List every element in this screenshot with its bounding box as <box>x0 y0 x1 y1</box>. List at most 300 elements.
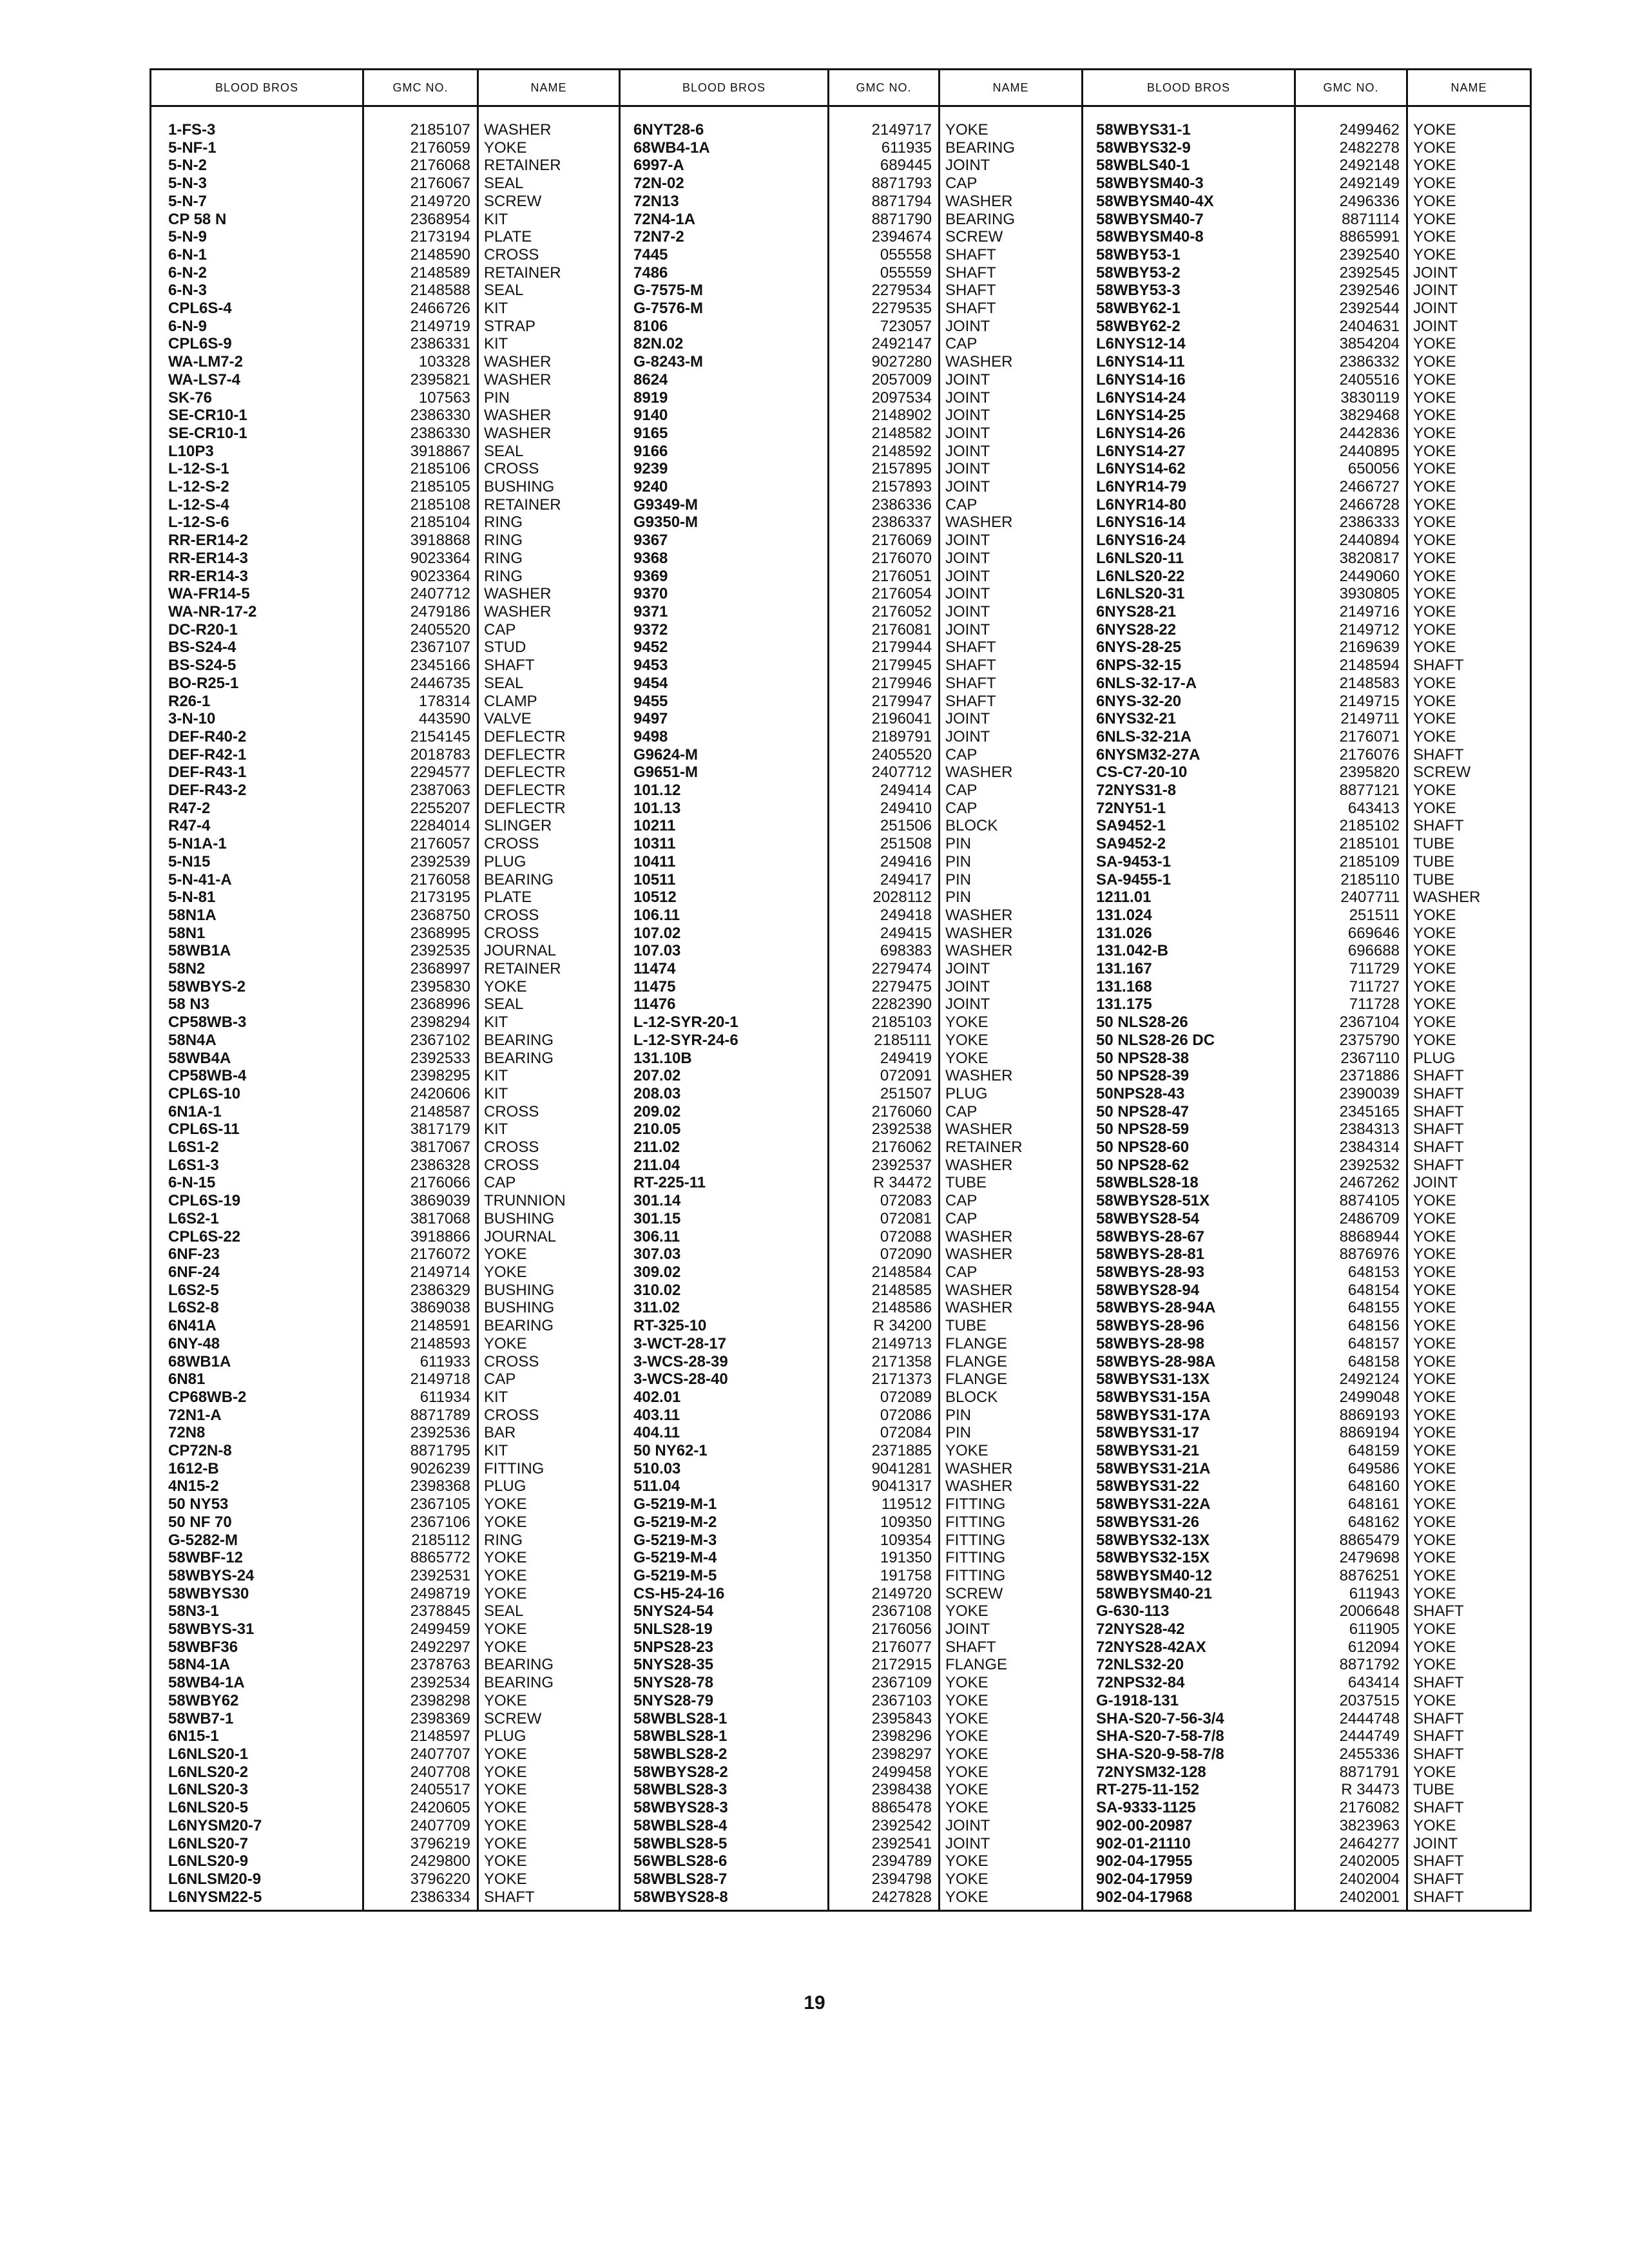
gmc-no-cell: 2392539 <box>363 853 478 871</box>
gmc-no-cell: 648160 <box>1295 1477 1407 1495</box>
page-number: 19 <box>804 1992 825 2013</box>
blood-bros-cell: 9370 <box>620 585 829 603</box>
table-row <box>151 425 1531 443</box>
table-row <box>151 1282 1531 1300</box>
name-cell: YOKE <box>940 1674 1083 1692</box>
gmc-no-cell: 2386330 <box>363 407 478 425</box>
table-row <box>151 1067 1531 1085</box>
name-cell: JOINT <box>940 1817 1083 1835</box>
name-cell: YOKE <box>478 1245 620 1264</box>
blood-bros-cell: L6NYS14-26 <box>1083 425 1295 443</box>
blood-bros-cell: CPL6S-22 <box>151 1228 363 1246</box>
table-row <box>151 1745 1531 1763</box>
gmc-no-cell: 3869038 <box>363 1299 478 1317</box>
name-cell: DEFLECTR <box>478 782 620 800</box>
name-cell: WASHER <box>940 942 1083 960</box>
name-cell: RING <box>478 532 620 550</box>
name-cell: PLATE <box>478 228 620 246</box>
gmc-no-cell: 2148589 <box>363 264 478 282</box>
gmc-no-cell: 2345165 <box>1295 1103 1407 1121</box>
blood-bros-cell: L6S2-5 <box>151 1282 363 1300</box>
gmc-no-cell: 2392544 <box>1295 300 1407 318</box>
blood-bros-cell: 6N1A-1 <box>151 1103 363 1121</box>
gmc-no-cell: 669646 <box>1295 925 1407 943</box>
blood-bros-cell: 9453 <box>620 657 829 675</box>
gmc-no-cell: 8871114 <box>1295 211 1407 229</box>
blood-bros-cell: 58WBYS32-9 <box>1083 139 1295 157</box>
name-cell: JOINT <box>940 1620 1083 1639</box>
blood-bros-cell: 5-N-9 <box>151 228 363 246</box>
name-cell: RING <box>478 568 620 586</box>
gmc-no-cell: 2449060 <box>1295 568 1407 586</box>
name-cell: JOURNAL <box>478 942 620 960</box>
blood-bros-cell: 131.167 <box>1083 960 1295 978</box>
name-cell: JOINT <box>940 995 1083 1014</box>
name-cell: YOKE <box>1407 1763 1531 1782</box>
gmc-no-cell: 2407708 <box>363 1763 478 1782</box>
table-row <box>151 853 1531 871</box>
blood-bros-cell: 58WBYS28-51X <box>1083 1192 1295 1210</box>
blood-bros-cell: 72N13 <box>620 193 829 211</box>
name-cell: YOKE <box>478 1781 620 1799</box>
table-row <box>151 389 1531 407</box>
blood-bros-cell: 9498 <box>620 728 829 746</box>
gmc-no-cell: 2407712 <box>363 585 478 603</box>
table-row <box>151 1835 1531 1853</box>
gmc-no-cell: 2173195 <box>363 889 478 907</box>
name-cell: YOKE <box>940 1710 1083 1728</box>
name-cell: PLATE <box>478 889 620 907</box>
blood-bros-cell: CPL6S-19 <box>151 1192 363 1210</box>
blood-bros-cell: 6N81 <box>151 1370 363 1389</box>
gmc-no-cell: 2404631 <box>1295 318 1407 336</box>
blood-bros-cell: 5NLS28-19 <box>620 1620 829 1639</box>
name-cell: PLUG <box>940 1085 1083 1103</box>
blood-bros-cell: 6997-A <box>620 157 829 175</box>
blood-bros-cell: 5-N-81 <box>151 889 363 907</box>
blood-bros-cell: 107.03 <box>620 942 829 960</box>
blood-bros-cell: 58WBYS-28-94A <box>1083 1299 1295 1317</box>
parts-cross-reference-table <box>149 68 1532 1912</box>
blood-bros-cell: 131.168 <box>1083 978 1295 996</box>
name-cell: YOKE <box>1407 1585 1531 1603</box>
gmc-no-cell: 2149715 <box>1295 693 1407 711</box>
blood-bros-cell: 58WBYS-24 <box>151 1567 363 1585</box>
name-cell: YOKE <box>478 1639 620 1657</box>
col-header-name-1: NAME <box>478 70 620 106</box>
blood-bros-cell: 211.02 <box>620 1139 829 1157</box>
blood-bros-cell: SA-9333-1125 <box>1083 1799 1295 1817</box>
blood-bros-cell: L-12-SYR-24-6 <box>620 1032 829 1050</box>
blood-bros-cell: SE-CR10-1 <box>151 407 363 425</box>
name-cell: YOKE <box>1407 603 1531 621</box>
gmc-no-cell: 2479186 <box>363 603 478 621</box>
col-header-gmc-no-2: GMC NO. <box>829 70 940 106</box>
name-cell: WASHER <box>940 1460 1083 1478</box>
blood-bros-cell: 404.11 <box>620 1424 829 1442</box>
gmc-no-cell: 2367105 <box>363 1495 478 1514</box>
table-row <box>151 835 1531 853</box>
blood-bros-cell: 311.02 <box>620 1299 829 1317</box>
name-cell: WASHER <box>940 1245 1083 1264</box>
name-cell: YOKE <box>1407 211 1531 229</box>
gmc-no-cell: 2176076 <box>1295 746 1407 764</box>
blood-bros-cell: 1-FS-3 <box>151 121 363 139</box>
name-cell: YOKE <box>1407 532 1531 550</box>
blood-bros-cell: 309.02 <box>620 1264 829 1282</box>
name-cell: JOINT <box>1407 300 1531 318</box>
blood-bros-cell: 50 NPS28-60 <box>1083 1139 1295 1157</box>
name-cell: WASHER <box>478 371 620 389</box>
blood-bros-cell: 210.05 <box>620 1120 829 1139</box>
gmc-no-cell: 2148587 <box>363 1103 478 1121</box>
table-row <box>151 1050 1531 1068</box>
header-row <box>151 70 1531 106</box>
name-cell: RETAINER <box>478 960 620 978</box>
name-cell: WASHER <box>478 585 620 603</box>
name-cell: WASHER <box>478 121 620 139</box>
blood-bros-cell: 58WBYS-28-98A <box>1083 1353 1295 1371</box>
name-cell: YOKE <box>1407 1639 1531 1657</box>
gmc-no-cell: 072089 <box>829 1389 940 1407</box>
name-cell: CAP <box>940 1210 1083 1228</box>
blood-bros-cell: 208.03 <box>620 1085 829 1103</box>
gmc-no-cell: 2398298 <box>363 1692 478 1710</box>
blood-bros-cell: 58WBY53-2 <box>1083 264 1295 282</box>
name-cell: YOKE <box>1407 1567 1531 1585</box>
blood-bros-cell: L6NLS20-2 <box>151 1763 363 1782</box>
gmc-no-cell: 2420605 <box>363 1799 478 1817</box>
name-cell: YOKE <box>1407 371 1531 389</box>
table-row <box>151 139 1531 157</box>
gmc-no-cell: 2407707 <box>363 1745 478 1763</box>
gmc-no-cell: 2407709 <box>363 1817 478 1835</box>
gmc-no-cell: 2394674 <box>829 228 940 246</box>
blood-bros-cell: L-12-S-1 <box>151 460 363 478</box>
name-cell: YOKE <box>1407 1442 1531 1460</box>
table-row <box>151 264 1531 282</box>
blood-bros-cell: 11475 <box>620 978 829 996</box>
table-row <box>151 942 1531 960</box>
blood-bros-cell: 6-N-3 <box>151 282 363 300</box>
gmc-no-cell: 2173194 <box>363 228 478 246</box>
gmc-no-cell: 8865479 <box>1295 1532 1407 1550</box>
blood-bros-cell: 58WBLS28-2 <box>620 1745 829 1763</box>
name-cell: YOKE <box>1407 1228 1531 1246</box>
name-cell: SHAFT <box>1407 1067 1531 1085</box>
blood-bros-cell: L10P3 <box>151 443 363 461</box>
blood-bros-cell: 58N3-1 <box>151 1602 363 1620</box>
name-cell: YOKE <box>940 1050 1083 1068</box>
name-cell: YOKE <box>1407 353 1531 371</box>
gmc-no-cell: 2185108 <box>363 496 478 514</box>
gmc-no-cell: 2006648 <box>1295 1602 1407 1620</box>
blood-bros-cell: SHA-S20-7-56-3/4 <box>1083 1710 1295 1728</box>
blood-bros-cell: CS-H5-24-16 <box>620 1585 829 1603</box>
blood-bros-cell: L6NYR14-79 <box>1083 478 1295 496</box>
table-row <box>151 514 1531 532</box>
table-row <box>151 157 1531 175</box>
gmc-no-cell: 103328 <box>363 353 478 371</box>
gmc-no-cell: 2176054 <box>829 585 940 603</box>
name-cell: YOKE <box>478 1495 620 1514</box>
name-cell: YOKE <box>1407 1620 1531 1639</box>
name-cell: FITTING <box>940 1495 1083 1514</box>
gmc-no-cell: 2284014 <box>363 817 478 835</box>
blood-bros-cell: L6S1-2 <box>151 1139 363 1157</box>
blood-bros-cell: 6-N-9 <box>151 318 363 336</box>
table-row <box>151 1888 1531 1911</box>
blood-bros-cell: 5NYS24-54 <box>620 1602 829 1620</box>
name-cell: YOKE <box>940 1888 1083 1911</box>
name-cell: DEFLECTR <box>478 746 620 764</box>
name-cell: JOINT <box>940 1835 1083 1853</box>
table-row <box>151 960 1531 978</box>
table-row <box>151 1014 1531 1032</box>
table-row <box>151 1032 1531 1050</box>
gmc-no-cell: 8865991 <box>1295 228 1407 246</box>
name-cell: YOKE <box>1407 907 1531 925</box>
blood-bros-cell: 1612-B <box>151 1460 363 1478</box>
blood-bros-cell: DEF-R42-1 <box>151 746 363 764</box>
blood-bros-cell: G9624-M <box>620 746 829 764</box>
table-row <box>151 300 1531 318</box>
gmc-no-cell: 2176066 <box>363 1174 478 1192</box>
name-cell: CAP <box>478 1370 620 1389</box>
name-cell: BUSHING <box>478 1210 620 1228</box>
gmc-no-cell: 2499458 <box>829 1763 940 1782</box>
blood-bros-cell: L-12-S-2 <box>151 478 363 496</box>
gmc-no-cell: 648155 <box>1295 1299 1407 1317</box>
gmc-no-cell: 2398369 <box>363 1710 478 1728</box>
gmc-no-cell: 2176070 <box>829 550 940 568</box>
gmc-no-cell: 8874105 <box>1295 1192 1407 1210</box>
name-cell: JOINT <box>940 621 1083 639</box>
blood-bros-cell: 10512 <box>620 889 829 907</box>
gmc-no-cell: 2394789 <box>829 1852 940 1870</box>
gmc-no-cell: 2398296 <box>829 1727 940 1745</box>
gmc-no-cell: 2148902 <box>829 407 940 425</box>
blood-bros-cell: 511.04 <box>620 1477 829 1495</box>
name-cell: SCREW <box>478 193 620 211</box>
blood-bros-cell: SA-9453-1 <box>1083 853 1295 871</box>
name-cell: FLANGE <box>940 1656 1083 1674</box>
gmc-no-cell: 2148591 <box>363 1317 478 1335</box>
name-cell: SEAL <box>478 1602 620 1620</box>
gmc-no-cell: 2367104 <box>1295 1014 1407 1032</box>
gmc-no-cell: 2402005 <box>1295 1852 1407 1870</box>
table-row <box>151 460 1531 478</box>
gmc-no-cell: 107563 <box>363 389 478 407</box>
name-cell: YOKE <box>1407 1656 1531 1674</box>
blood-bros-cell: 58WBYS-28-81 <box>1083 1245 1295 1264</box>
table-row <box>151 478 1531 496</box>
blood-bros-cell: 5NPS28-23 <box>620 1639 829 1657</box>
gmc-no-cell: 2479698 <box>1295 1549 1407 1567</box>
name-cell: SEAL <box>478 675 620 693</box>
table-row <box>151 335 1531 353</box>
table-row <box>151 995 1531 1014</box>
table-row <box>151 728 1531 746</box>
name-cell: JOINT <box>940 978 1083 996</box>
name-cell: YOKE <box>1407 443 1531 461</box>
name-cell: WASHER <box>478 407 620 425</box>
name-cell: SEAL <box>478 282 620 300</box>
gmc-no-cell: 2395830 <box>363 978 478 996</box>
name-cell: YOKE <box>940 1602 1083 1620</box>
blood-bros-cell: L-12-S-6 <box>151 514 363 532</box>
name-cell: CAP <box>940 496 1083 514</box>
name-cell: BAR <box>478 1424 620 1442</box>
col-header-name-2: NAME <box>940 70 1083 106</box>
name-cell: YOKE <box>478 1870 620 1888</box>
col-header-blood-bros-2: BLOOD BROS <box>620 70 829 106</box>
gmc-no-cell: 2429800 <box>363 1852 478 1870</box>
gmc-no-cell: 2392534 <box>363 1674 478 1692</box>
name-cell: TUBE <box>940 1174 1083 1192</box>
gmc-no-cell: 2171358 <box>829 1353 940 1371</box>
gmc-no-cell: 072091 <box>829 1067 940 1085</box>
gmc-no-cell: 2185102 <box>1295 817 1407 835</box>
blood-bros-cell: 4N15-2 <box>151 1477 363 1495</box>
name-cell: CLAMP <box>478 693 620 711</box>
gmc-no-cell: 109354 <box>829 1532 940 1550</box>
gmc-no-cell: 2189791 <box>829 728 940 746</box>
table-row <box>151 1549 1531 1567</box>
name-cell: YOKE <box>1407 693 1531 711</box>
name-cell: YOKE <box>1407 1317 1531 1335</box>
blood-bros-cell: 58WBLS40-1 <box>1083 157 1295 175</box>
name-cell: YOKE <box>1407 460 1531 478</box>
gmc-no-cell: 2148597 <box>363 1727 478 1745</box>
name-cell: SHAFT <box>1407 1602 1531 1620</box>
blood-bros-cell: 3-WCT-28-17 <box>620 1335 829 1353</box>
gmc-no-cell: 2392532 <box>1295 1157 1407 1175</box>
table-row <box>151 1103 1531 1121</box>
gmc-no-cell: 643414 <box>1295 1674 1407 1692</box>
blood-bros-cell: G-5219-M-5 <box>620 1567 829 1585</box>
name-cell: DEFLECTR <box>478 728 620 746</box>
name-cell: DEFLECTR <box>478 800 620 818</box>
blood-bros-cell: 9140 <box>620 407 829 425</box>
gmc-no-cell: 648158 <box>1295 1353 1407 1371</box>
gmc-no-cell: 2392538 <box>829 1120 940 1139</box>
name-cell: WASHER <box>940 514 1083 532</box>
gmc-no-cell: 2464277 <box>1295 1835 1407 1853</box>
gmc-no-cell: 2371886 <box>1295 1067 1407 1085</box>
blood-bros-cell: 5-N-7 <box>151 193 363 211</box>
name-cell: YOKE <box>1407 157 1531 175</box>
blood-bros-cell: 58WBYS-28-67 <box>1083 1228 1295 1246</box>
name-cell: CAP <box>940 1192 1083 1210</box>
gmc-no-cell: 648154 <box>1295 1282 1407 1300</box>
name-cell: RING <box>478 550 620 568</box>
blood-bros-cell: 58WBF36 <box>151 1639 363 1657</box>
gmc-no-cell: 178314 <box>363 693 478 711</box>
gmc-no-cell: 2392546 <box>1295 282 1407 300</box>
name-cell: FLANGE <box>940 1335 1083 1353</box>
blood-bros-cell: 58WBYS28-8 <box>620 1888 829 1911</box>
name-cell: YOKE <box>940 1781 1083 1799</box>
blood-bros-cell: 307.03 <box>620 1245 829 1264</box>
name-cell: CAP <box>940 782 1083 800</box>
gmc-no-cell: 8865478 <box>829 1799 940 1817</box>
gmc-no-cell: 8871795 <box>363 1442 478 1460</box>
name-cell: YOKE <box>1407 1532 1531 1550</box>
table-row <box>151 585 1531 603</box>
blood-bros-cell: 58WB7-1 <box>151 1710 363 1728</box>
name-cell: YOKE <box>1407 1264 1531 1282</box>
blood-bros-cell: 9166 <box>620 443 829 461</box>
gmc-no-cell: 2395820 <box>1295 764 1407 782</box>
name-cell: YOKE <box>1407 942 1531 960</box>
gmc-no-cell: 2185104 <box>363 514 478 532</box>
blood-bros-cell: 58WBF-12 <box>151 1549 363 1567</box>
name-cell: RETAINER <box>478 496 620 514</box>
blood-bros-cell: SA9452-1 <box>1083 817 1295 835</box>
name-cell: YOKE <box>478 1514 620 1532</box>
gmc-no-cell: 3830119 <box>1295 389 1407 407</box>
blood-bros-cell: L6NYS14-62 <box>1083 460 1295 478</box>
blood-bros-cell: 5NYS28-79 <box>620 1692 829 1710</box>
name-cell: KIT <box>478 1442 620 1460</box>
gmc-no-cell: 9041281 <box>829 1460 940 1478</box>
gmc-no-cell: 711728 <box>1295 995 1407 1014</box>
name-cell: SCREW <box>478 1710 620 1728</box>
name-cell: BEARING <box>478 871 620 889</box>
blood-bros-cell: 9368 <box>620 550 829 568</box>
blood-bros-cell: G-8243-M <box>620 353 829 371</box>
blood-bros-cell: 58WBYS28-3 <box>620 1799 829 1817</box>
gmc-no-cell: 2398368 <box>363 1477 478 1495</box>
gmc-no-cell: 3817179 <box>363 1120 478 1139</box>
table-row <box>151 1264 1531 1282</box>
blood-bros-cell: 58WBYSM40-12 <box>1083 1567 1295 1585</box>
blood-bros-cell: 5-NF-1 <box>151 139 363 157</box>
name-cell: WASHER <box>940 1120 1083 1139</box>
blood-bros-cell: 58WBY62 <box>151 1692 363 1710</box>
name-cell: JOINT <box>940 389 1083 407</box>
blood-bros-cell: 11476 <box>620 995 829 1014</box>
gmc-no-cell: 2149714 <box>363 1264 478 1282</box>
name-cell: PLUG <box>478 853 620 871</box>
blood-bros-cell: 131.10B <box>620 1050 829 1068</box>
name-cell: JOINT <box>1407 1835 1531 1853</box>
name-cell: TRUNNION <box>478 1192 620 1210</box>
gmc-no-cell: 2405516 <box>1295 371 1407 389</box>
name-cell: JOINT <box>940 407 1083 425</box>
gmc-no-cell: 2440895 <box>1295 443 1407 461</box>
name-cell: WASHER <box>940 193 1083 211</box>
gmc-no-cell: 2496336 <box>1295 193 1407 211</box>
gmc-no-cell: 2466727 <box>1295 478 1407 496</box>
blood-bros-cell: CPL6S-11 <box>151 1120 363 1139</box>
gmc-no-cell: 2279534 <box>829 282 940 300</box>
blood-bros-cell: WA-LS7-4 <box>151 371 363 389</box>
blood-bros-cell: L6NYS12-14 <box>1083 335 1295 353</box>
gmc-no-cell: 2148585 <box>829 1282 940 1300</box>
gmc-no-cell: 8871793 <box>829 175 940 193</box>
gmc-no-cell: 2185107 <box>363 121 478 139</box>
table-row <box>151 657 1531 675</box>
blood-bros-cell: G-5282-M <box>151 1532 363 1550</box>
gmc-no-cell: 2018783 <box>363 746 478 764</box>
table-row <box>151 764 1531 782</box>
blood-bros-cell: 58 N3 <box>151 995 363 1014</box>
blood-bros-cell: SK-76 <box>151 389 363 407</box>
name-cell: YOKE <box>478 1835 620 1853</box>
gmc-no-cell: 2387063 <box>363 782 478 800</box>
